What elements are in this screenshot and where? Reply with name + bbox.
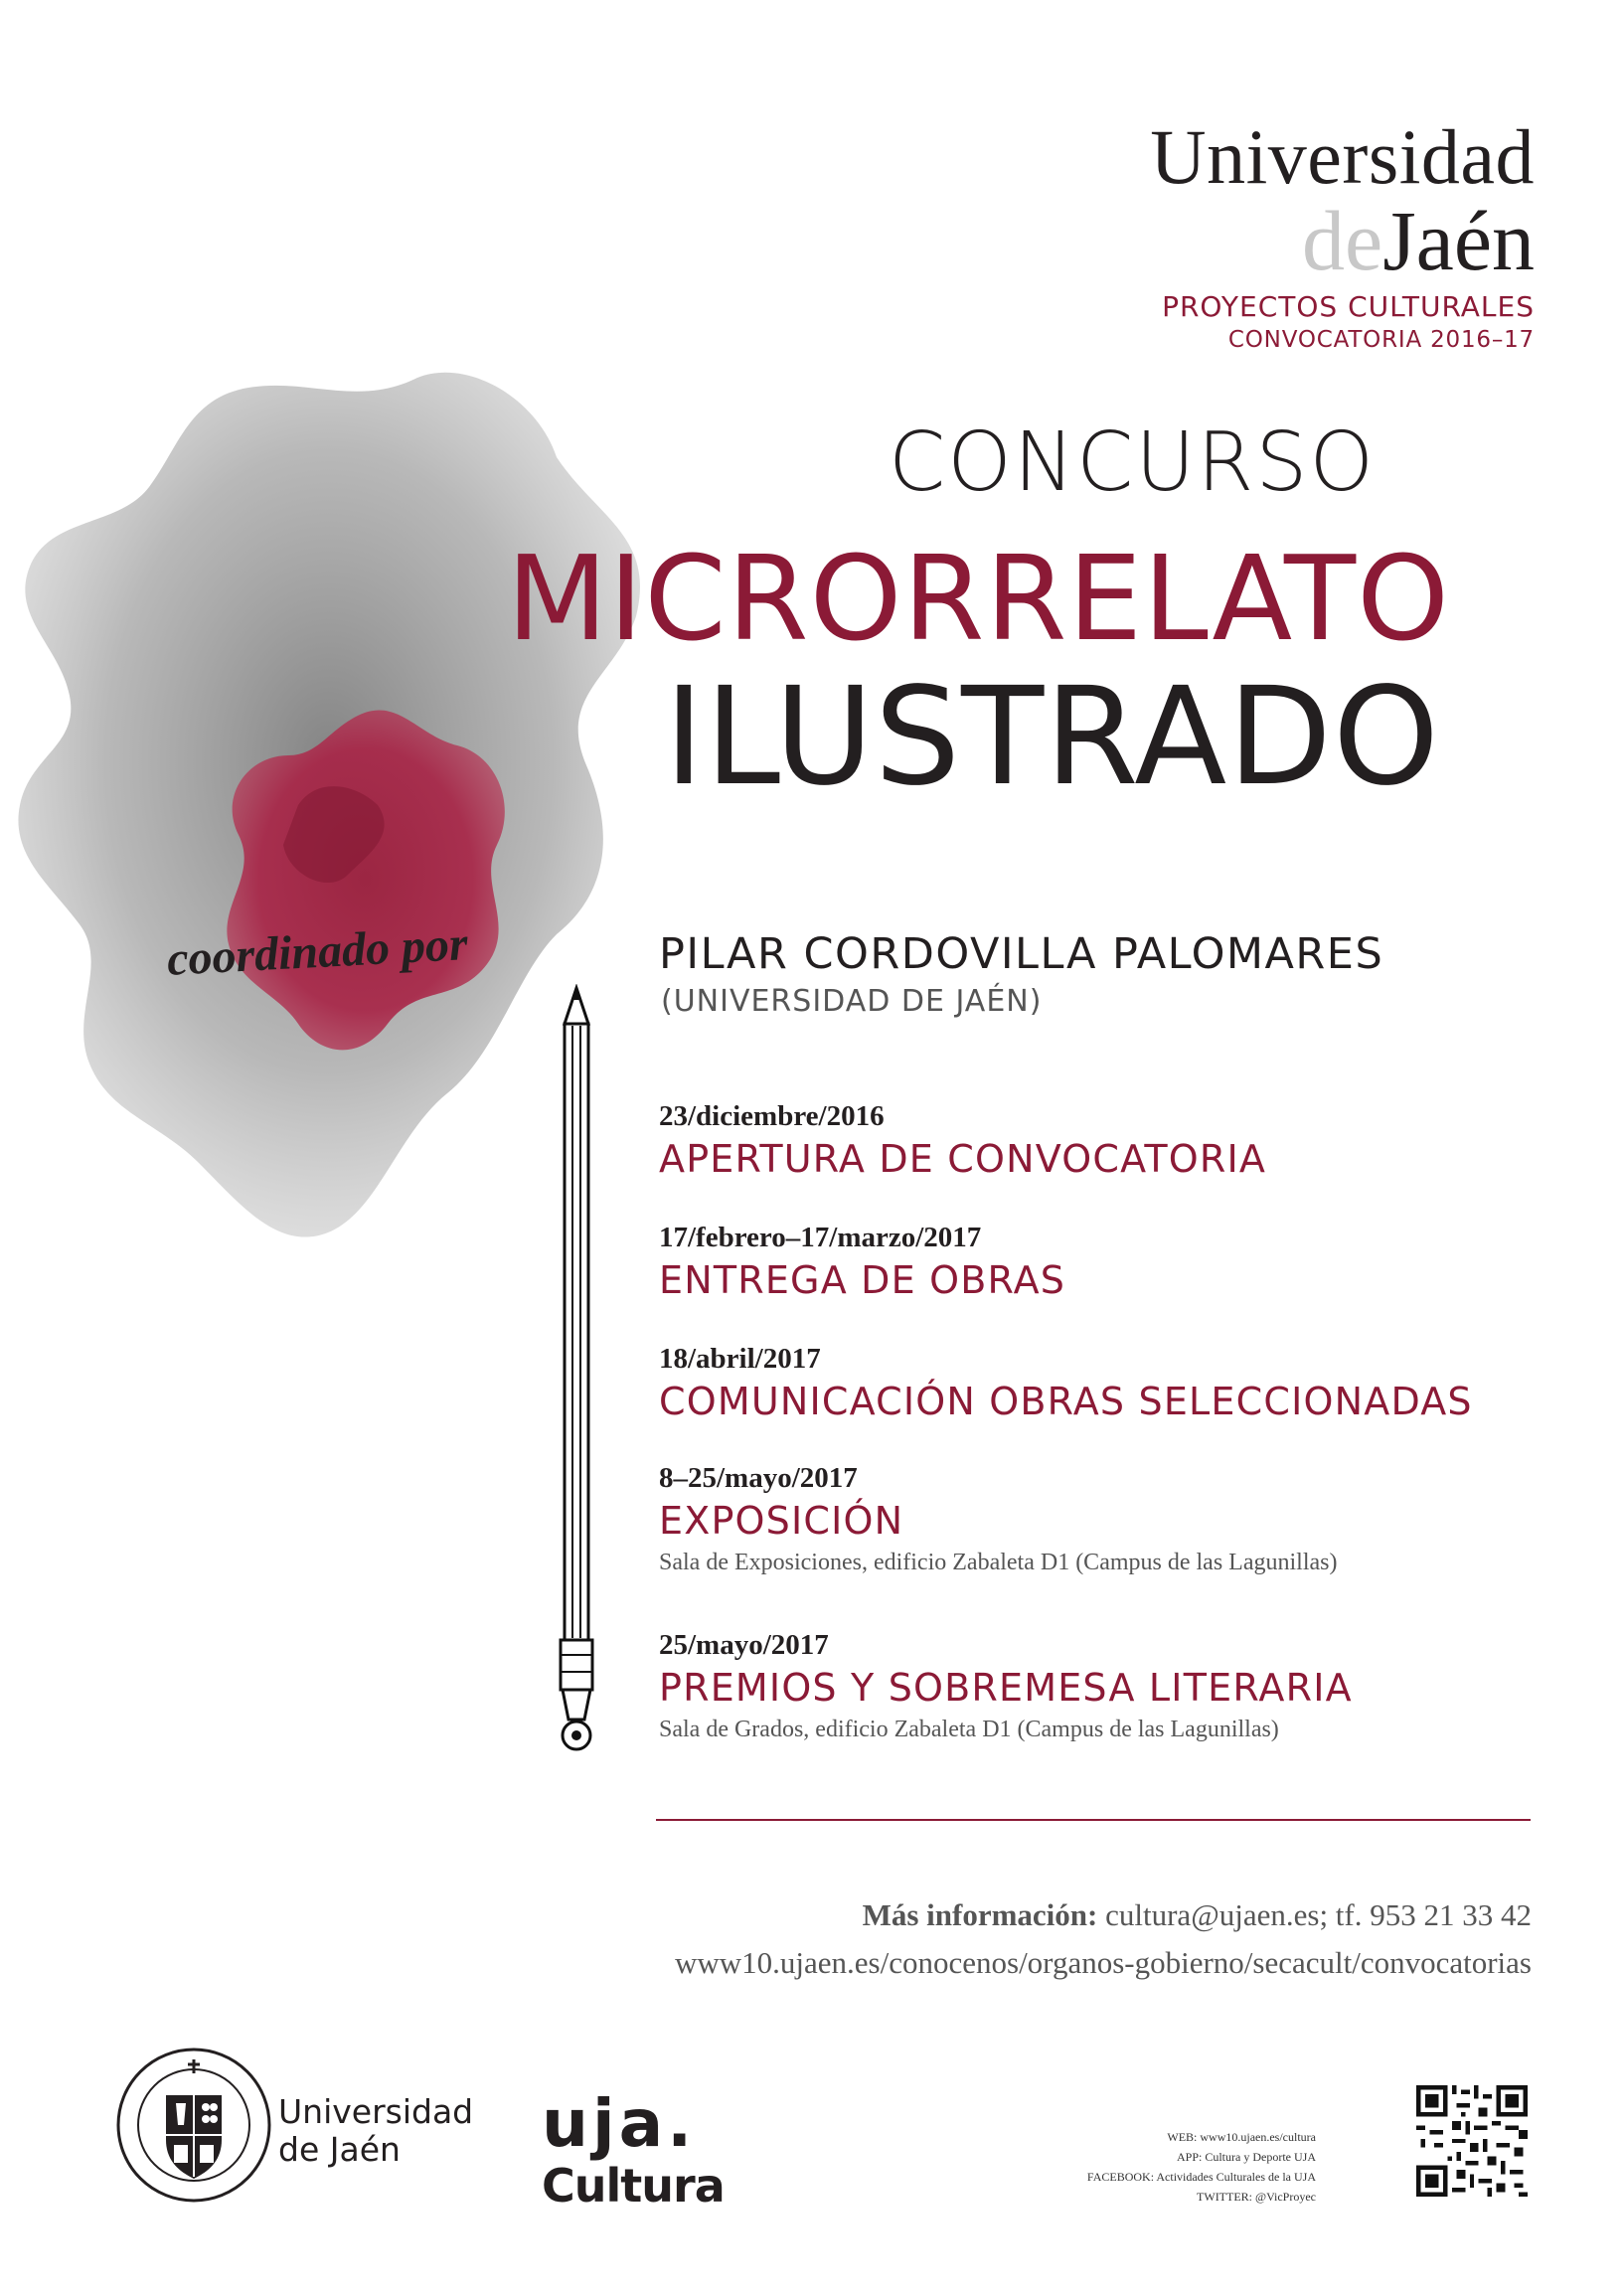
event-item bbox=[659, 1098, 1553, 1220]
coordinado-por-label: coordinado por bbox=[165, 917, 469, 986]
cultura-logo-text: Cultura bbox=[542, 2159, 725, 2213]
social-facebook[interactable]: FACEBOOK: Actividades Culturales de la UJA bbox=[1086, 2170, 1316, 2184]
uja-logo-text: uja. bbox=[542, 2085, 697, 2162]
event-item bbox=[659, 1460, 1553, 1627]
event-item bbox=[659, 1627, 1553, 1746]
event-title: COMUNICACIÓN OBRAS SELECCIONADAS bbox=[659, 1380, 1473, 1423]
qr-code-icon[interactable] bbox=[1416, 2085, 1528, 2197]
event-date: 18/abril/2017 bbox=[659, 1343, 821, 1375]
university-seal-icon bbox=[114, 2046, 273, 2205]
event-title: PREMIOS Y SOBREMESA LITERARIA bbox=[659, 1666, 1353, 1710]
divider bbox=[656, 1819, 1531, 1821]
event-title: APERTURA DE CONVOCATORIA bbox=[659, 1137, 1267, 1181]
pencil-illustration bbox=[545, 984, 608, 1769]
footer-uni-line2: de Jaén bbox=[278, 2130, 401, 2169]
more-info-line bbox=[675, 1891, 1532, 1939]
footer-uni-line1: Universidad bbox=[278, 2092, 474, 2131]
logo-de-jaen bbox=[1150, 193, 1535, 288]
info-url[interactable]: www10.ujaen.es/conocenos/organos-gobierno/secacult/convocatorias bbox=[675, 1945, 1532, 1980]
logo-jaen: Jaén bbox=[1382, 193, 1535, 288]
title-concurso: CONCURSO bbox=[889, 415, 1376, 510]
social-web[interactable]: WEB: www10.ujaen.es/cultura bbox=[1167, 2130, 1316, 2144]
event-place: Sala de Grados, edificio Zabaleta D1 (Campus de las Lagunillas) bbox=[659, 1717, 1279, 1742]
more-info-label: Más información: bbox=[862, 1897, 1098, 1932]
convocatoria-label: CONVOCATORIA 2016–17 bbox=[1227, 327, 1535, 353]
coordinator-affiliation: (UNIVERSIDAD DE JAÉN) bbox=[661, 984, 1043, 1019]
event-item bbox=[659, 1341, 1553, 1460]
schedule bbox=[659, 1098, 1553, 1746]
social-app[interactable]: APP: Cultura y Deporte UJA bbox=[1177, 2150, 1316, 2164]
event-date: 23/diciembre/2016 bbox=[659, 1100, 885, 1132]
logo-universidad: Universidad bbox=[1150, 113, 1535, 200]
coordinator-name: PILAR CORDOVILLA PALOMARES bbox=[659, 929, 1384, 979]
event-date: 17/febrero–17/marzo/2017 bbox=[659, 1222, 982, 1253]
more-info bbox=[675, 1891, 1532, 1987]
contact-text[interactable]: cultura@ujaen.es; tf. 953 21 33 42 bbox=[1105, 1897, 1532, 1932]
event-item bbox=[659, 1220, 1553, 1341]
title-microrrelato: MICRORRELATO bbox=[506, 530, 1450, 667]
logo-de: de bbox=[1302, 193, 1383, 288]
uja-cultura-logo bbox=[542, 2085, 725, 2213]
event-title: EXPOSICIÓN bbox=[659, 1499, 904, 1543]
event-place: Sala de Exposiciones, edificio Zabaleta D1 (Campus de las Lagunillas) bbox=[659, 1550, 1338, 1575]
proyectos-culturales-label: PROYECTOS CULTURALES bbox=[1162, 290, 1535, 323]
social-twitter[interactable]: TWITTER: @VicProyec bbox=[1197, 2190, 1316, 2204]
footer-university-name bbox=[278, 2093, 473, 2169]
title-ilustrado: ILUSTRADO bbox=[664, 659, 1440, 816]
event-title: ENTREGA DE OBRAS bbox=[659, 1258, 1066, 1302]
university-logo bbox=[1150, 113, 1535, 353]
social-links bbox=[1087, 2127, 1316, 2207]
event-date: 25/mayo/2017 bbox=[659, 1629, 829, 1661]
event-date: 8–25/mayo/2017 bbox=[659, 1462, 858, 1494]
